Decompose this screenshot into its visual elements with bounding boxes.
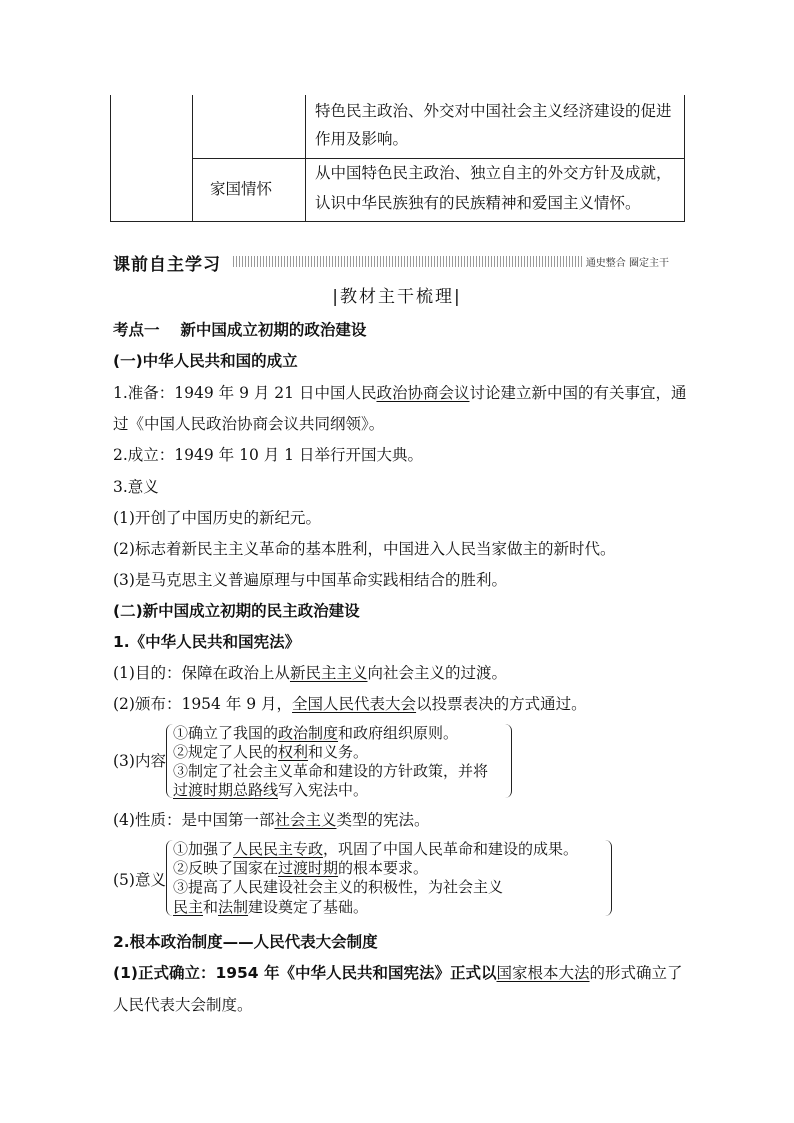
underlined-term: 过渡时期 [278, 859, 339, 877]
text: (2)颁布：1954 年 9 月， [113, 695, 293, 713]
text: 的根本要求。 [338, 859, 429, 877]
kaodian-title: 考点一 新中国成立初期的政治建设 [113, 321, 367, 339]
brace-group-label: (5)意义 [113, 871, 166, 889]
text: (1)正式确立：1954 年《中华人民共和国宪法》正式以 [113, 964, 497, 982]
text: 讨论建立新中国的有关事宜，通 [469, 384, 687, 402]
table-cell-line: 从中国特色民主政治、独立自主的外交方针及成就， [315, 164, 672, 182]
table-cell-line: 特色民主政治、外交对中国社会主义经济建设的促进 [315, 102, 672, 120]
text: ②规定了人民的 [173, 743, 279, 761]
subheading-text: 教材主干梳理 [340, 287, 454, 307]
text: (1)目的：保障在政治上从 [113, 664, 290, 682]
section-2-title: (二)新中国成立初期的民主政治建设 [113, 602, 360, 620]
text: (4)性质：是中国第一部 [113, 811, 275, 829]
text: ②反映了国家在 [173, 859, 279, 877]
brace-group-label: (3)内容 [113, 752, 166, 770]
brace-item [173, 896, 368, 917]
paragraph-line [113, 381, 687, 403]
right-brace [505, 724, 512, 798]
text: 1.准备：1949 年 9 月 21 日中国人民 [113, 384, 377, 402]
table-cell-label: 家国情怀 [210, 180, 273, 198]
paragraph-line: (2)标志着新民主主义革命的基本胜利，中国进入人民当家做主的新时代。 [113, 540, 616, 558]
paragraph-line: 2.成立：1949 年 10 月 1 日举行开国大典。 [113, 446, 423, 464]
brace-item [173, 741, 368, 762]
underlined-term: 国家根本大法 [496, 964, 590, 982]
right-brace [605, 840, 612, 916]
paragraph-line [113, 961, 683, 983]
left-brace [166, 840, 173, 916]
text: 和政府组织原则。 [338, 724, 459, 742]
underlined-term: 过渡时期总路线 [173, 781, 279, 799]
text: ①加强了 [173, 840, 234, 858]
brace-item: ③制定了社会主义革命和建设的方针政策，并将 [173, 762, 489, 780]
paragraph-line: (1)开创了中国历史的新纪元。 [113, 509, 321, 527]
paragraph-line [113, 808, 430, 830]
brace-item [173, 857, 428, 878]
text: 的形式确立了 [589, 964, 683, 982]
underlined-term: 权利 [278, 743, 309, 761]
underlined-term: 人民民主专政 [233, 840, 324, 858]
text: ，巩固了中国人民革命和建设的成果。 [323, 840, 579, 858]
paragraph-line: 3.意义 [113, 478, 159, 496]
subsection-title: 1.《中华人民共和国宪法》 [113, 633, 301, 651]
text: 向社会主义的过渡。 [367, 664, 507, 682]
top-table [110, 95, 685, 222]
text: 和 [203, 898, 219, 916]
brace-item [173, 722, 458, 743]
banner-label: 课前自主学习 [113, 250, 225, 275]
subsection-title: 2.根本政治制度——人民代表大会制度 [113, 933, 378, 951]
text: 写入宪法中。 [278, 781, 369, 799]
table-cell-line: 作用及影响。 [315, 130, 409, 148]
underlined-term: 全国人民代表大会 [292, 695, 417, 713]
underlined-term: 政治制度 [278, 724, 339, 742]
brace-item [173, 779, 368, 800]
text: 以投票表决的方式通过。 [416, 695, 587, 713]
text: ①确立了我国的 [173, 724, 279, 742]
underlined-term: 政治协商会议 [376, 384, 470, 402]
underlined-term: 民主 [173, 898, 204, 916]
paragraph-line: 人民代表大会制度。 [113, 996, 253, 1014]
text: 和义务。 [308, 743, 369, 761]
section-banner [113, 250, 676, 274]
subheading: |教材主干梳理| [332, 287, 462, 307]
table-cell-line: 认识中华民族独有的民族精神和爱国主义情怀。 [315, 194, 641, 212]
paragraph-line: (3)是马克思主义普遍原理与中国革命实践相结合的胜利。 [113, 571, 507, 589]
brace-item [173, 838, 578, 859]
left-brace [166, 724, 173, 798]
brace-item: ③提高了人民建设社会主义的积极性，为社会主义 [173, 878, 504, 896]
text: 类型的宪法。 [336, 811, 430, 829]
underlined-term: 社会主义 [274, 811, 337, 829]
underlined-term: 新民主主义 [289, 664, 368, 682]
underlined-term: 法制 [218, 898, 249, 916]
banner-right-text: 通史整合 圈定主干 [583, 254, 672, 269]
paragraph-line [113, 692, 587, 714]
text: 建设奠定了基础。 [248, 898, 369, 916]
paragraph-line: 过《中国人民政治协商会议共同纲领》。 [113, 415, 385, 433]
paragraph-line [113, 661, 507, 683]
section-1-title: (一)中华人民共和国的成立 [113, 352, 298, 370]
